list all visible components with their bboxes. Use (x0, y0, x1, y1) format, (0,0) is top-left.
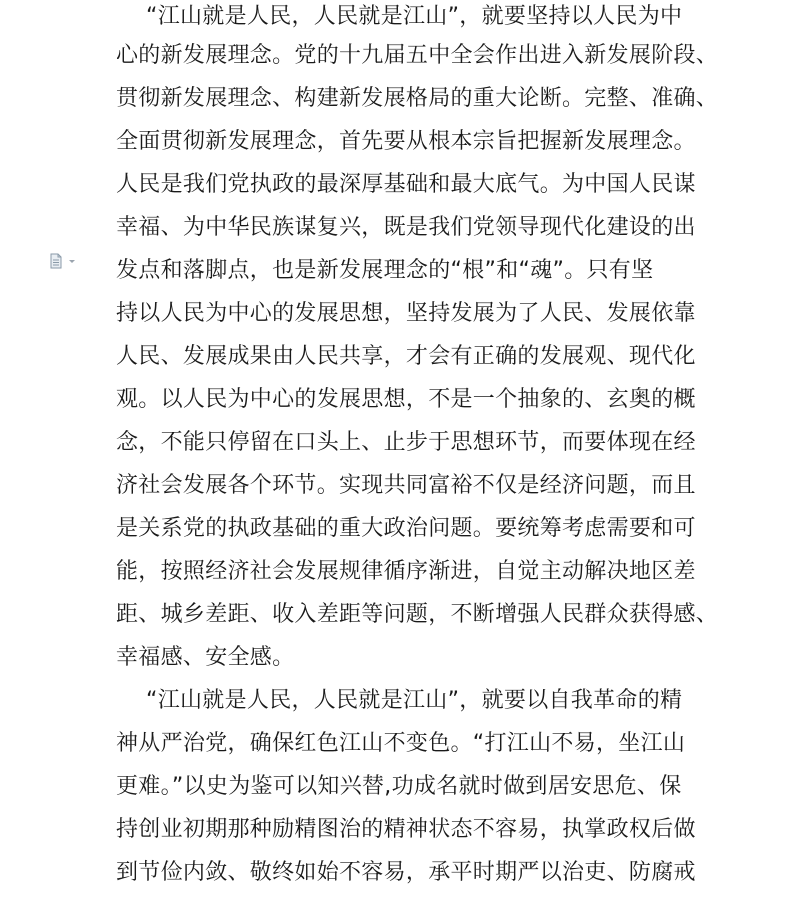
paragraph-doc-icon[interactable] (49, 253, 77, 269)
text-line: 持以人民为中心的发展思想，坚持发展为了人民、发展依靠 (116, 301, 696, 326)
text-line: 神从严治党，确保红色江山不变色。“打江山不易，坐江山 (116, 731, 686, 756)
text-line: 贯彻新发展理念、构建新发展格局的重大论断。完整、准确、 (116, 86, 719, 111)
text-line: 全面贯彻新发展理念，首先要从根本宗旨把握新发展理念。 (116, 129, 696, 154)
text-line: 观。以人民为中心的发展思想，不是一个抽象的、玄奥的概 (116, 387, 696, 412)
text-line: 心的新发展理念。党的十九届五中全会作出进入新发展阶段、 (116, 43, 719, 68)
text-line: 距、城乡差距、收入差距等问题，不断增强人民群众获得感、 (116, 602, 719, 627)
text-line: 念，不能只停留在口头上、止步于思想环节，而要体现在经 (116, 430, 696, 455)
text-line: 幸福感、安全感。 (116, 645, 295, 670)
text-line: 人民是我们党执政的最深厚基础和最大底气。为中国人民谋 (116, 172, 696, 197)
text-line: 济社会发展各个环节。实现共同富裕不仅是经济问题，而且 (116, 473, 696, 498)
text-line: 是关系党的执政基础的重大政治问题。要统筹考虑需要和可 (116, 516, 696, 541)
text-line: 能，按照经济社会发展规律循序渐进，自觉主动解决地区差 (116, 559, 696, 584)
text-line: “江山就是人民，人民就是江山”，就要坚持以人民为中 (146, 4, 683, 29)
text-line: 到节俭内敛、敬终如始不容易，承平时期严以治吏、防腐戒 (116, 860, 696, 885)
text-line: 更难。”以史为鉴可以知兴替,功成名就时做到居安思危、保 (116, 774, 682, 799)
text-line: “江山就是人民，人民就是江山”，就要以自我革命的精 (146, 688, 683, 713)
text-line: 人民、发展成果由人民共享，才会有正确的发展观、现代化 (116, 344, 696, 369)
document-body[interactable] (116, 0, 719, 903)
text-line: 幸福、为中华民族谋复兴，既是我们党领导现代化建设的出 (116, 215, 696, 240)
text-line: 持创业初期那种励精图治的精神状态不容易，执掌政权后做 (116, 817, 696, 842)
text-line: 发点和落脚点，也是新发展理念的“根”和“魂”。只有坚 (116, 258, 654, 283)
